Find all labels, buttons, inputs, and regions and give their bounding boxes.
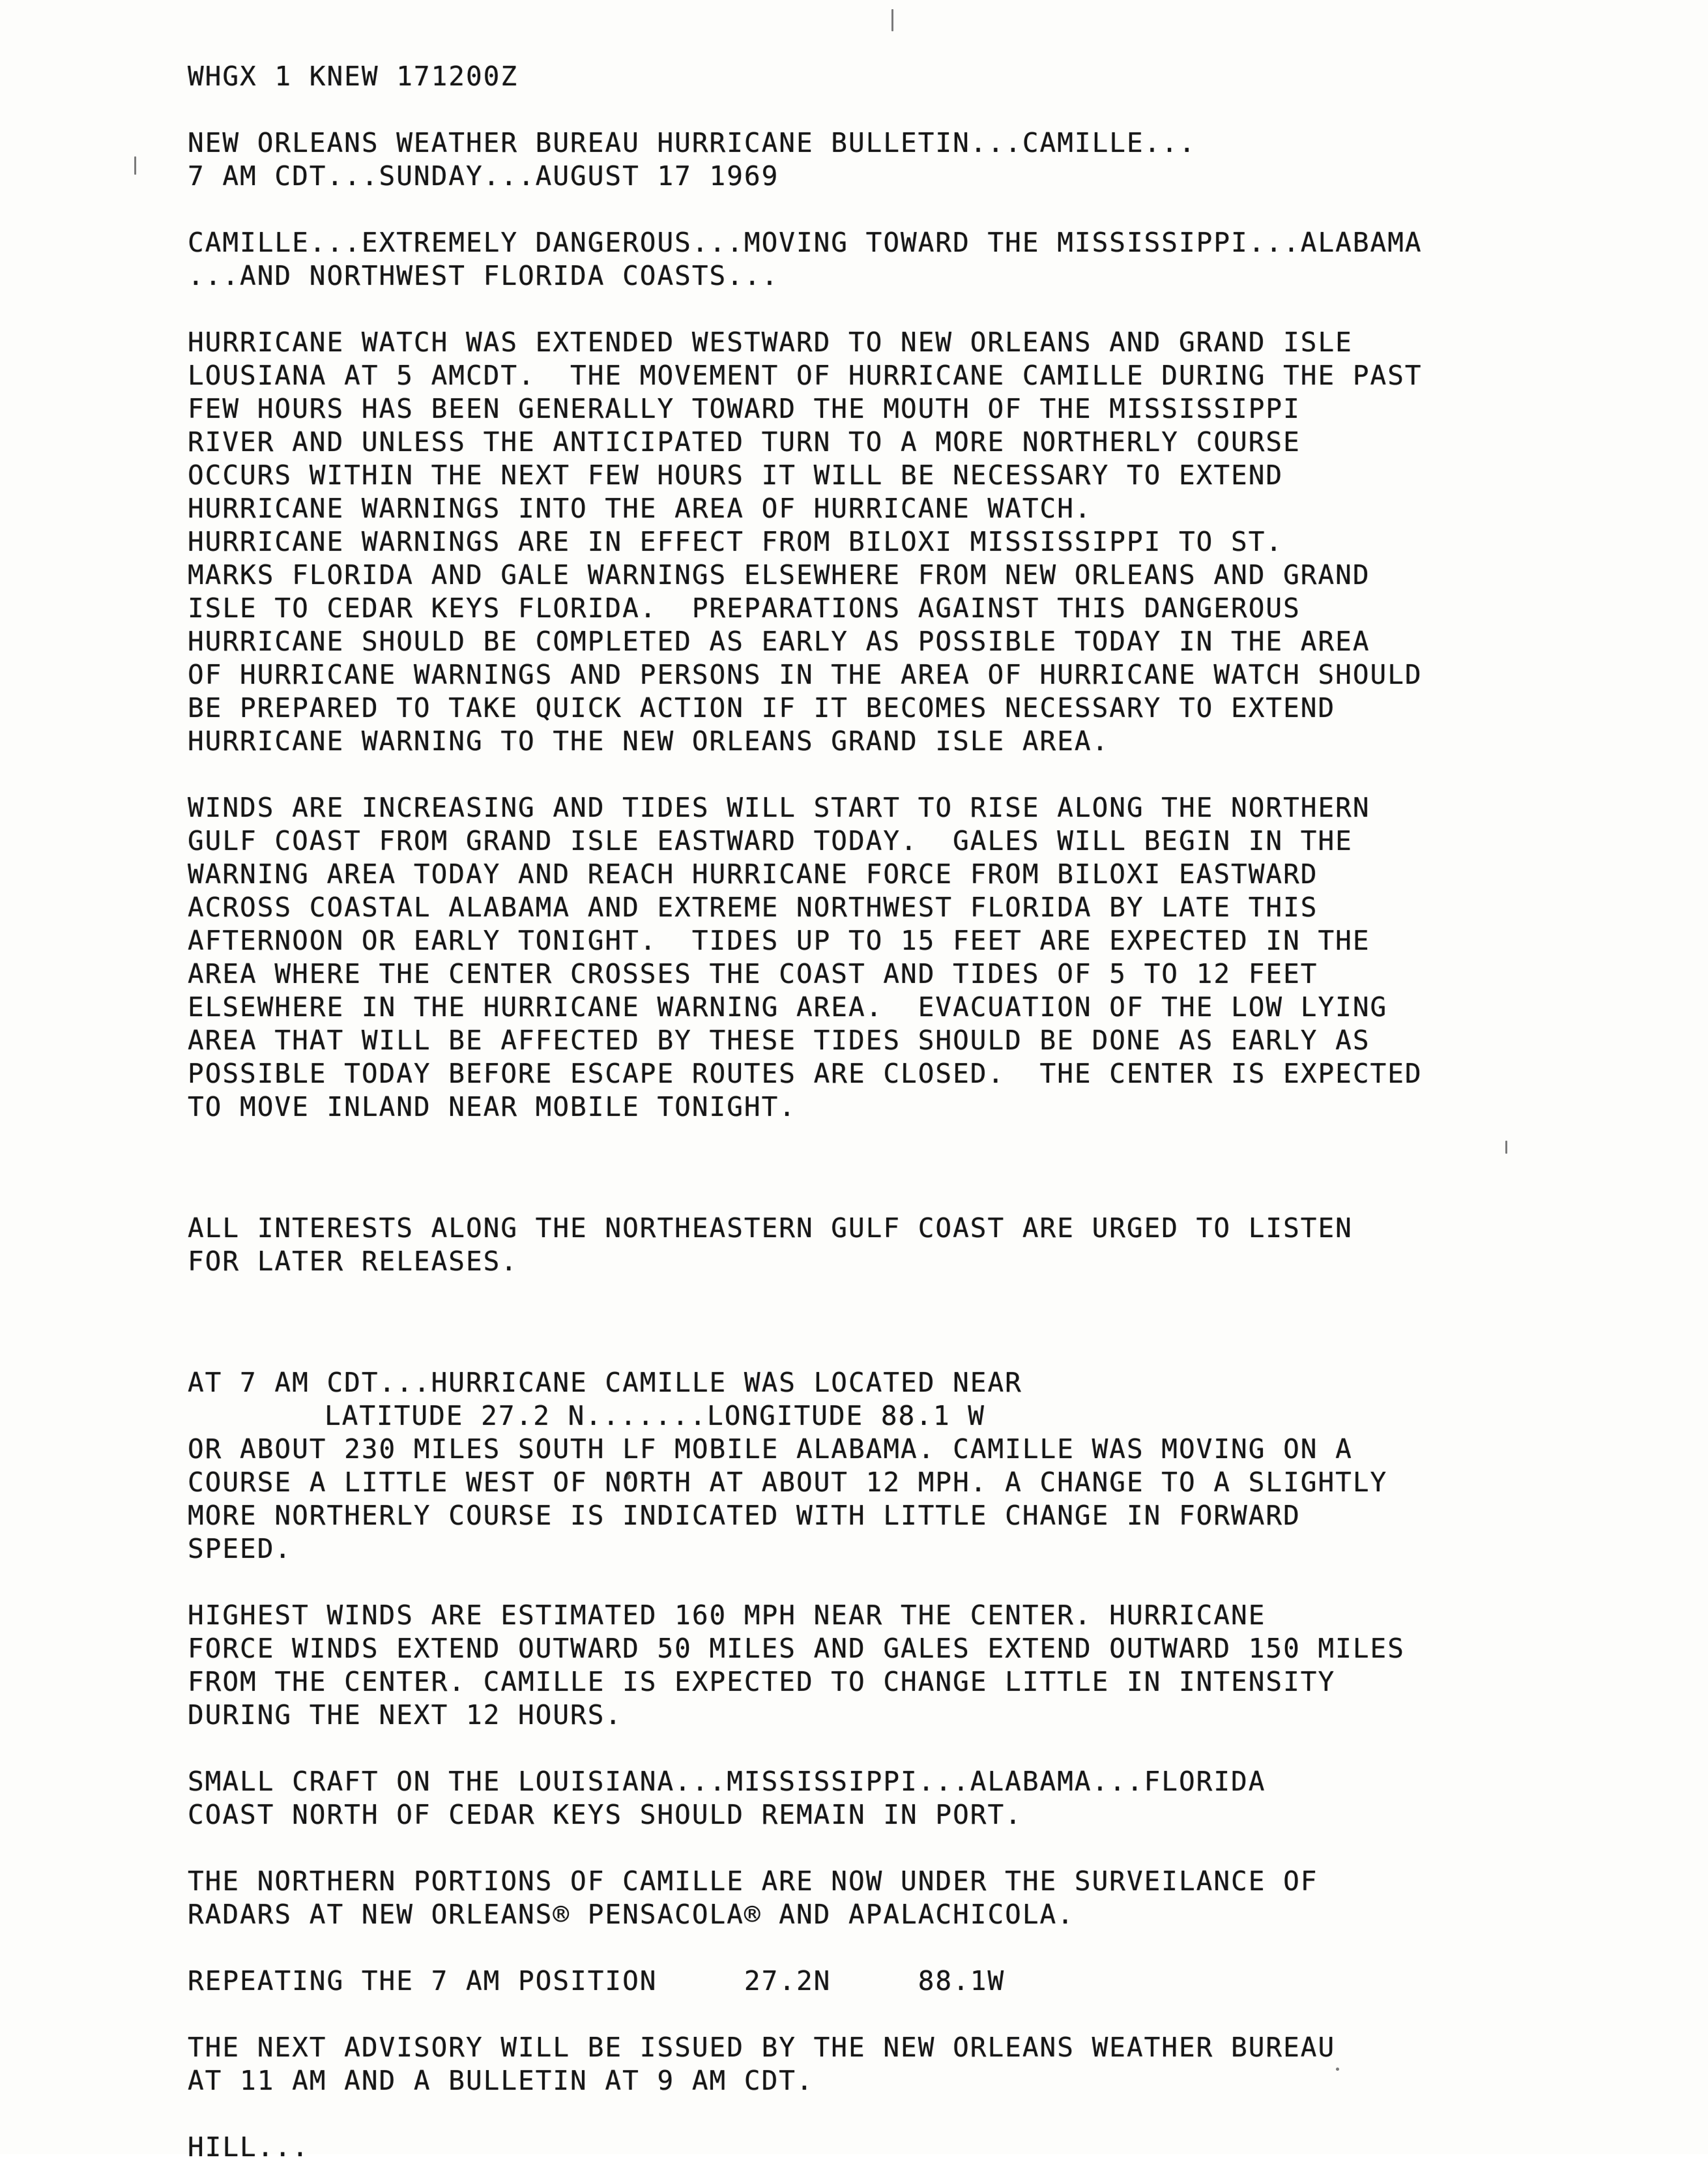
bulletin-text bbox=[188, 60, 1608, 2164]
watch-paragraph-line: BE PREPARED TO TAKE QUICK ACTION IF IT BECOMES NECESSARY TO EXTEND bbox=[188, 692, 1336, 724]
spacer bbox=[188, 1998, 1608, 2031]
winds-paragraph-line: ELSEWHERE IN THE HURRICANE WARNING AREA. EVACUATION OF THE LOW LYING bbox=[188, 991, 1388, 1023]
winds-paragraph-line: ACROSS COASTAL ALABAMA AND EXTREME NORTHWEST FLORIDA BY LATE THIS bbox=[188, 892, 1318, 923]
winds-paragraph-line: WINDS ARE INCREASING AND TIDES WILL START TO RISE ALONG THE NORTHERN bbox=[188, 792, 1370, 823]
repeat-position-line: REPEATING THE 7 AM POSITION 27.2N 88.1W bbox=[188, 1965, 1006, 1996]
spacer bbox=[188, 93, 1608, 126]
position-coordinates: LATITUDE 27.2 N.......LONGITUDE 88.1 W bbox=[325, 1400, 985, 1431]
spacer bbox=[188, 1124, 1608, 1178]
signature: HILL... bbox=[188, 2131, 310, 2163]
intensity-paragraph-line: FROM THE CENTER. CAMILLE IS EXPECTED TO CHANGE LITTLE IN INTENSITY bbox=[188, 1666, 1336, 1697]
headline-line: ...AND NORTHWEST FLORIDA COASTS... bbox=[188, 260, 779, 291]
spacer bbox=[188, 758, 1608, 791]
radar-paragraph-line: RADARS AT NEW ORLEANS® PENSACOLA® AND APALACHICOLA. bbox=[188, 1899, 1075, 1930]
watch-paragraph-line: ISLE TO CEDAR KEYS FLORIDA. PREPARATIONS AGAINST THIS DANGEROUS bbox=[188, 592, 1301, 624]
scan-speck bbox=[134, 156, 136, 175]
spacer bbox=[188, 2098, 1608, 2131]
bulletin-dateline: 7 AM CDT...SUNDAY...AUGUST 17 1969 bbox=[188, 160, 779, 192]
watch-paragraph-line: HURRICANE WARNINGS ARE IN EFFECT FROM BILOXI MISSISSIPPI TO ST. bbox=[188, 526, 1284, 557]
spacer bbox=[188, 1178, 1608, 1212]
watch-paragraph-line: FEW HOURS HAS BEEN GENERALLY TOWARD THE MOUTH OF THE MISSISSIPPI bbox=[188, 393, 1301, 424]
watch-paragraph-line: HURRICANE WARNING TO THE NEW ORLEANS GRAND ISLE AREA. bbox=[188, 725, 1110, 757]
winds-paragraph-line: POSSIBLE TODAY BEFORE ESCAPE ROUTES ARE CLOSED. THE CENTER IS EXPECTED bbox=[188, 1058, 1423, 1089]
bulletin-title: NEW ORLEANS WEATHER BUREAU HURRICANE BULLETIN...CAMILLE... bbox=[188, 127, 1196, 158]
routing-header: WHGX 1 KNEW 171200Z bbox=[188, 61, 518, 92]
spacer bbox=[188, 1832, 1608, 1865]
next-advisory-paragraph-line: AT 11 AM AND A BULLETIN AT 9 AM CDT. bbox=[188, 2065, 814, 2096]
winds-paragraph-line: WARNING AREA TODAY AND REACH HURRICANE FORCE FROM BILOXI EASTWARD bbox=[188, 858, 1318, 890]
small-craft-paragraph-line: SMALL CRAFT ON THE LOUISIANA...MISSISSIPPI...ALABAMA...FLORIDA bbox=[188, 1766, 1266, 1797]
winds-paragraph-line: AFTERNOON OR EARLY TONIGHT. TIDES UP TO 15 FEET ARE EXPECTED IN THE bbox=[188, 925, 1370, 956]
radar-paragraph-line: THE NORTHERN PORTIONS OF CAMILLE ARE NOW UNDER THE SURVEILANCE OF bbox=[188, 1865, 1318, 1897]
position-paragraph-line: COURSE A LITTLE WEST OF NORTH AT ABOUT 12 MPH. A CHANGE TO A SLIGHTLY bbox=[188, 1467, 1388, 1498]
winds-paragraph-line: TO MOVE INLAND NEAR MOBILE TONIGHT. bbox=[188, 1091, 796, 1122]
watch-paragraph-line: LOUSIANA AT 5 AMCDT. THE MOVEMENT OF HURRICANE CAMILLE DURING THE PAST bbox=[188, 360, 1423, 391]
spacer bbox=[188, 293, 1608, 326]
next-advisory-paragraph-line: THE NEXT ADVISORY WILL BE ISSUED BY THE NEW ORLEANS WEATHER BUREAU bbox=[188, 2032, 1336, 2063]
small-craft-paragraph-line: COAST NORTH OF CEDAR KEYS SHOULD REMAIN IN PORT. bbox=[188, 1799, 1022, 1830]
position-paragraph-line: SPEED. bbox=[188, 1533, 293, 1564]
spacer bbox=[188, 1931, 1608, 1965]
spacer bbox=[188, 1333, 1608, 1366]
interests-paragraph-line: ALL INTERESTS ALONG THE NORTHEASTERN GULF COAST ARE URGED TO LISTEN bbox=[188, 1212, 1353, 1244]
spacer bbox=[188, 1278, 1608, 1333]
watch-paragraph-line: OF HURRICANE WARNINGS AND PERSONS IN THE AREA OF HURRICANE WATCH SHOULD bbox=[188, 659, 1423, 690]
position-paragraph-line: MORE NORTHERLY COURSE IS INDICATED WITH LITTLE CHANGE IN FORWARD bbox=[188, 1500, 1301, 1531]
intensity-paragraph-line: HIGHEST WINDS ARE ESTIMATED 160 MPH NEAR THE CENTER. HURRICANE bbox=[188, 1600, 1266, 1631]
winds-paragraph-line: AREA WHERE THE CENTER CROSSES THE COAST AND TIDES OF 5 TO 12 FEET bbox=[188, 958, 1318, 989]
intensity-paragraph-line: DURING THE NEXT 12 HOURS. bbox=[188, 1699, 623, 1731]
winds-paragraph-line: AREA THAT WILL BE AFFECTED BY THESE TIDES SHOULD BE DONE AS EARLY AS bbox=[188, 1025, 1370, 1056]
position-paragraph-line: OR ABOUT 230 MILES SOUTH LF MOBILE ALABAMA. CAMILLE WAS MOVING ON A bbox=[188, 1433, 1353, 1465]
watch-paragraph-line: OCCURS WITHIN THE NEXT FEW HOURS IT WILL BE NECESSARY TO EXTEND bbox=[188, 460, 1284, 491]
watch-paragraph-line: MARKS FLORIDA AND GALE WARNINGS ELSEWHERE FROM NEW ORLEANS AND GRAND bbox=[188, 559, 1370, 591]
position-paragraph-line: AT 7 AM CDT...HURRICANE CAMILLE WAS LOCATED NEAR bbox=[188, 1367, 1022, 1398]
watch-paragraph-line: HURRICANE WATCH WAS EXTENDED WESTWARD TO NEW ORLEANS AND GRAND ISLE bbox=[188, 327, 1353, 358]
spacer bbox=[188, 1566, 1608, 1599]
scan-speck bbox=[891, 9, 893, 31]
watch-paragraph-line: HURRICANE SHOULD BE COMPLETED AS EARLY AS POSSIBLE TODAY IN THE AREA bbox=[188, 626, 1370, 657]
intensity-paragraph-line: FORCE WINDS EXTEND OUTWARD 50 MILES AND GALES EXTEND OUTWARD 150 MILES bbox=[188, 1633, 1405, 1664]
watch-paragraph-line: RIVER AND UNLESS THE ANTICIPATED TURN TO A MORE NORTHERLY COURSE bbox=[188, 426, 1301, 458]
spacer bbox=[188, 193, 1608, 226]
watch-paragraph-line: HURRICANE WARNINGS INTO THE AREA OF HURRICANE WATCH. bbox=[188, 493, 1092, 524]
winds-paragraph-line: GULF COAST FROM GRAND ISLE EASTWARD TODAY. GALES WILL BEGIN IN THE bbox=[188, 825, 1353, 856]
headline-line: CAMILLE...EXTREMELY DANGEROUS...MOVING TOWARD THE MISSISSIPPI...ALABAMA bbox=[188, 227, 1423, 258]
interests-paragraph-line: FOR LATER RELEASES. bbox=[188, 1246, 518, 1277]
spacer bbox=[188, 1732, 1608, 1765]
